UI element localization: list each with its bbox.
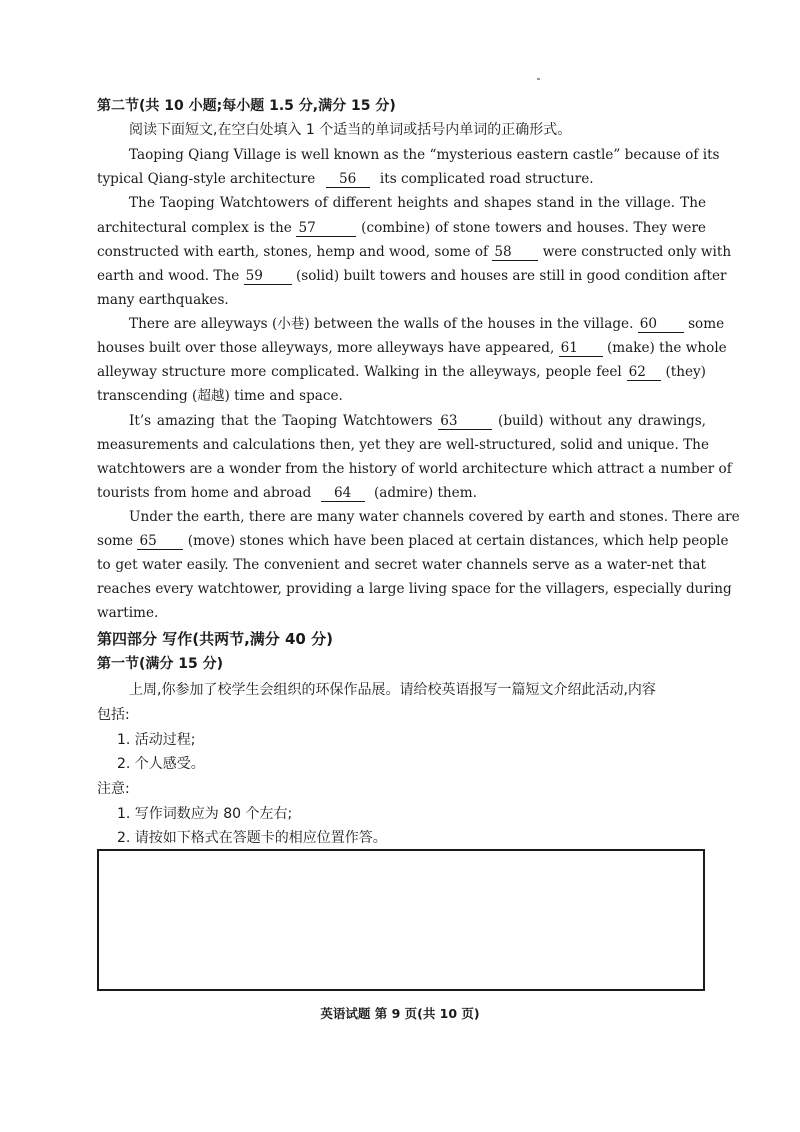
blank-63: 63 <box>438 413 492 430</box>
text-run: (combine) of stone towers and houses. They were <box>361 220 706 236</box>
section-instruction: 阅读下面短文,在空白处填入 1 个适当的单词或括号内单词的正确形式。 <box>129 122 572 138</box>
blank-56: 56 <box>326 171 370 188</box>
text-run: some <box>97 533 134 549</box>
note-item: 2. 请按如下格式在答题卡的相应位置作答。 <box>117 830 387 846</box>
text-run: were constructed only with <box>542 244 732 260</box>
scan-speck <box>537 78 540 80</box>
text-run: (move) stones which have been placed at certain distances, which help people <box>187 533 729 549</box>
blank-65: 65 <box>137 533 183 550</box>
part-heading: 第四部分 写作(共两节,满分 40 分) <box>97 630 333 648</box>
text-run: There are alleyways (小巷) between the walls of the houses in the village. <box>129 316 634 332</box>
passage-line <box>97 531 729 551</box>
text-run: typical Qiang-style architecture <box>97 171 316 187</box>
passage-line <box>97 242 732 262</box>
text-run: constructed with earth, stones, hemp and wood, some of <box>97 244 489 260</box>
blank-59: 59 <box>244 268 292 285</box>
text-run: tourists from home and abroad <box>97 485 312 501</box>
passage-line <box>97 266 727 286</box>
text-run: houses built over those alleyways, more alleyways have appeared, <box>97 340 555 356</box>
section-heading: 第二节(共 10 小题;每小题 1.5 分,满分 15 分) <box>97 98 396 114</box>
passage-line: measurements and calculations then, yet they are well-structured, solid and unique. The <box>97 437 709 453</box>
text-run: alleyway structure more complicated. Walking in the alleyways, people feel <box>97 364 622 380</box>
blank-64: 64 <box>321 485 365 502</box>
blank-60: 60 <box>638 316 684 333</box>
passage-line <box>129 314 725 334</box>
page-footer: 英语试题 第 9 页(共 10 页) <box>320 1006 480 1021</box>
task-item: 2. 个人感受。 <box>117 756 205 772</box>
passage-line: Under the earth, there are many water channels covered by earth and stones. There are <box>129 509 740 525</box>
passage-line: watchtowers are a wonder from the history of world architecture which attract a number of <box>97 461 732 477</box>
blank-62: 62 <box>627 364 661 381</box>
note-label: 注意: <box>97 781 130 797</box>
blank-58: 58 <box>492 244 538 261</box>
passage-line: transcending (超越) time and space. <box>97 388 343 404</box>
text-run: (build) without any drawings, <box>498 413 707 429</box>
passage-line <box>97 362 706 382</box>
text-run: (they) <box>665 364 706 380</box>
note-item: 1. 写作词数应为 80 个左右; <box>117 806 293 822</box>
blank-61: 61 <box>559 340 603 357</box>
text-run: (solid) built towers and houses are still in good condition after <box>295 268 727 284</box>
subsection-heading: 第一节(满分 15 分) <box>97 656 224 672</box>
passage-line <box>97 169 706 189</box>
passage-line <box>97 338 727 358</box>
passage-line: Taoping Qiang Village is well known as the “mysterious eastern castle” because of its <box>129 147 720 163</box>
answer-box[interactable] <box>97 849 705 991</box>
text-run: its complicated road structure. <box>379 171 594 187</box>
text-run: (admire) them. <box>373 485 477 501</box>
text-run: It’s amazing that the Taoping Watchtowers <box>129 413 433 429</box>
passage-line: reaches every watchtower, providing a large living space for the villagers, especially during <box>97 581 732 597</box>
task-line: 包括: <box>97 707 130 723</box>
blank-57: 57 <box>296 220 356 237</box>
task-line: 上周,你参加了校学生会组织的环保作品展。请给校英语报写一篇短文介绍此活动,内容 <box>129 682 656 698</box>
passage-line <box>97 483 706 503</box>
text-run: some <box>688 316 725 332</box>
text-run: (make) the whole <box>606 340 727 356</box>
passage-line: The Taoping Watchtowers of different heights and shapes stand in the village. The <box>129 195 706 211</box>
text-run: architectural complex is the <box>97 220 292 236</box>
passage-line: many earthquakes. <box>97 292 229 308</box>
text-run: earth and wood. The <box>97 268 240 284</box>
passage-line <box>129 411 706 431</box>
task-item: 1. 活动过程; <box>117 732 196 748</box>
passage-line: to get water easily. The convenient and secret water channels serve as a water-net that <box>97 557 706 573</box>
passage-line: wartime. <box>97 605 159 621</box>
passage-line <box>97 218 706 238</box>
